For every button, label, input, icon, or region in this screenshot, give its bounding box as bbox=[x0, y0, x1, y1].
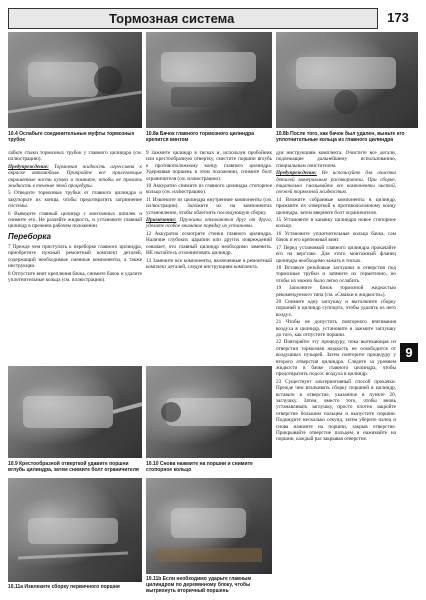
note-body: Тормозная жидкость агрессивна к окраске автомобиля. Прикройте все прилегающие окрашенные части кузова и помните, чтобы не пролить жидкость в течение этой процедуры. bbox=[8, 163, 142, 190]
photo-10-11b bbox=[146, 478, 272, 574]
paragraph: 9 Зажмите цилиндр в тисках и, используя пробойник или крестообразную отвертку, сместите поршни вглубь к противоположному концу главного цилиндра. Удерживая поршень в этом положении, снимите болт ограничителя (см. иллюстрацию). bbox=[146, 150, 272, 182]
section-heading: Переборка bbox=[8, 231, 51, 241]
paragraph: 7 Прежде чем приступать к переборке главного цилиндра, приобретите нужный ремонтный комплект деталей, содержащий необходимые сменные компоненты, а также инструкции. bbox=[8, 243, 142, 270]
paragraph: дуя инструкциям комплекта. Очистите все детали, подлежащие дальнейшему использованию, специальным очистителем. bbox=[276, 150, 396, 169]
chapter-title: Тормозная система bbox=[8, 8, 378, 29]
caption-10-11b: 10.11b Если необходимо ударьте главным цилиндром по деревянному блоку, чтобы вытряхнуть вторичный поршень bbox=[146, 576, 252, 594]
note-label: Предупреждение: bbox=[8, 163, 49, 170]
paragraph: 10 Аккуратно снимите из главного цилиндра стопорное кольцо (см. иллюстрацию). bbox=[146, 183, 272, 196]
paragraph: 21 Чтобы не допустить повторного втягивания воздуха в цилиндр, установите и зажмите заглушку до того, как отпустите поршни. bbox=[276, 319, 396, 338]
paragraph: 5 Отведите тормозные трубки от главного цилиндра и закупорьте их концы, чтобы предотвратить загрязнение системы. bbox=[8, 190, 142, 210]
caption-10-11a: 10.11а Извлеките сборку первичного поршня bbox=[8, 584, 120, 590]
caption-10-8a: 10.8а Бачок главного тормозного цилиндра крепится винтом bbox=[146, 131, 255, 143]
paragraph: 23 Существует альтернативный способ прокачки. Прежде чем вталкивать сборку поршней в цилиндр, вставьте в отверстие, указанное в пункте 20, заглушку. Затем, вместо того, чтобы вновь устанавливать заглушку, просто плотно закройте отверстие большим пальцем и выпустите поршни. Подождите несколько секунд, затем уберите палец и снова нажмите на поршни, закрыв отверстие. Прикрывайте отверстие пальцем и нажимайте на поршни, каждый раз закрывая отверстие. bbox=[276, 378, 396, 443]
chapter-tab: 9 bbox=[400, 343, 418, 362]
note-label: Предупреждение: bbox=[276, 170, 317, 177]
caption-10-9: 10.9 Крестообразной отверткой удавите поршни вглубь цилиндра, затем снимите болт ограничителя bbox=[8, 461, 139, 473]
paragraph: 13 Замените все компоненты, включенные в ремонтный комплект деталей, следуя инструкциям комплекта. bbox=[146, 257, 272, 270]
paragraph: 12 Аккуратно осмотрите стенки главного цилиндра. Наличие глубоких царапин или других повреждений означает, что главный цилиндр необходимо заменить. НЕ пытайтесь отхонинговать цилиндр. bbox=[146, 230, 272, 257]
photo-10-4 bbox=[8, 32, 142, 128]
caption-10-8b: 10.8b После того, как бачок был удален, выньте его уплотнительные кольца из главного цилиндра bbox=[276, 131, 405, 143]
paragraph: 6 Выведите главный цилиндр с монтажных шпилек и снимите его. Не разлейте жидкость, и установите главный цилиндр в прежнем рабочем положении. bbox=[8, 210, 142, 230]
paragraph: 17 Перед установкой главного цилиндра прокачайте его на верстаке. Для этого монтажный фланец цилиндра необходимо зажать в тисках. bbox=[276, 244, 396, 264]
paragraph: 14 Вложите собранные компоненты в цилиндр, прижмите их отверткой к противоположному концу цилиндра, затем вверните болт ограничителя. bbox=[276, 196, 396, 216]
paragraph: 18 Вставьте резьбовые заглушки в отверстия под тормозные трубки и затяните их герметично, но чтобы их можно было легко ослабить. bbox=[276, 264, 396, 284]
paragraph: 19 Заполните бачок тормозной жидкостью рекомендуемого типа (см. «Смазки и жидкости»). bbox=[276, 285, 396, 298]
paragraph: 16 Установите уплотнительные кольца бачка, сам бачок и его крепежный винт. bbox=[276, 230, 396, 244]
photo-10-8b bbox=[276, 32, 418, 128]
note-body: Не используйте для очистки деталей минеральные растворители. При сборке, тщательно смазывайте все компоненты чистой, свежей тормозной жидкостью. bbox=[276, 170, 396, 196]
caption-10-4: 10.4 Ослабьте соединительные муфты тормозных трубок bbox=[8, 131, 135, 143]
warning-note bbox=[8, 164, 142, 190]
text-column-3 bbox=[276, 150, 396, 444]
note-body: Пружины отличаются друг от друга, уделите особое внимание порядку их установки. bbox=[146, 217, 272, 230]
caption-10-10: 10.10 Снова нажмите на поршни и снимите стопорное кольцо bbox=[146, 461, 253, 473]
text-column-2 bbox=[146, 150, 272, 271]
paragraph: 8 Отпустите винт крепления бачка, снимите бачок и удалите уплотнительные кольца (см. иллюстрацию). bbox=[8, 270, 142, 283]
paragraph: 15 Установите в канавку цилиндра новое стопорное кольцо. bbox=[276, 217, 396, 230]
paragraph: лабьте стыки тормозных трубок у главного цилиндра (см. иллюстрацию). bbox=[8, 150, 142, 163]
page-header bbox=[8, 8, 418, 29]
paragraph: 11 Извлеките из цилиндра внутренние компоненты (см. иллюстрации). Заложите их на компонентах установленно, чтобы облегчить последующую сборку. bbox=[146, 196, 272, 216]
photo-10-8a bbox=[146, 32, 272, 128]
warning-note bbox=[276, 170, 396, 196]
photo-10-9 bbox=[8, 366, 142, 458]
photo-10-11a bbox=[8, 478, 142, 582]
text-column-1 bbox=[8, 150, 142, 284]
page-number: 173 bbox=[387, 10, 409, 25]
photo-10-10 bbox=[146, 366, 272, 458]
paragraph: 22 Повторяйте эту процедуру, пока вытекающая из отверстия тормозная жидкость не освободится от воздушных пузырей. Затем повторите процедуру у второго отверстия цилиндра. Следите за уровнем жидкости в бачке главного цилиндра, чтобы предотвратить подсос воздуха в цилиндр. bbox=[276, 339, 396, 378]
paragraph: 20 Снимите одну заглушку и вытолкните сборку поршней в цилиндр суппорта, чтобы удалить из него воздух. bbox=[276, 298, 396, 318]
note bbox=[146, 217, 272, 230]
note-label: Примечание: bbox=[146, 217, 177, 224]
